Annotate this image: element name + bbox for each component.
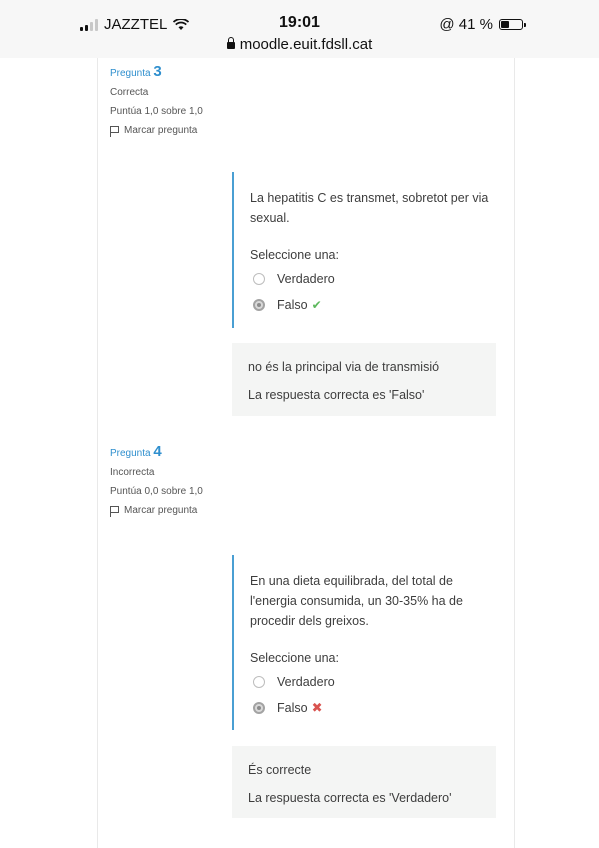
lock-icon xyxy=(227,42,235,49)
radio-button[interactable] xyxy=(253,676,265,688)
carrier-name: JAZZTEL xyxy=(104,16,168,33)
url-bar[interactable] xyxy=(0,36,599,53)
question-grade: Puntúa 0,0 sobre 1,0 xyxy=(110,486,203,497)
radio-button-selected[interactable] xyxy=(253,702,265,714)
option-label: Falso xyxy=(277,298,308,312)
option-label: Falso xyxy=(277,701,308,715)
option-verdadero[interactable] xyxy=(250,270,490,288)
radio-button[interactable] xyxy=(253,273,265,285)
question-number xyxy=(110,442,203,463)
answer-prompt: Seleccione una: xyxy=(250,248,339,262)
cross-icon: ✖ xyxy=(311,700,323,715)
option-falso[interactable] xyxy=(250,296,490,314)
flag-label: Marcar pregunta xyxy=(124,505,198,516)
feedback-box-3 xyxy=(232,343,496,416)
option-label: Verdadero xyxy=(277,675,335,689)
question-text-block-4 xyxy=(232,555,490,730)
question-info-3 xyxy=(110,62,203,140)
flag-icon xyxy=(110,126,119,136)
question-label: Pregunta xyxy=(110,448,151,459)
option-label: Verdadero xyxy=(277,272,335,286)
option-falso[interactable] xyxy=(250,699,490,717)
check-icon: ✔ xyxy=(311,298,322,312)
battery-text: @ 41 % xyxy=(439,16,493,33)
battery-icon xyxy=(499,19,523,30)
question-number xyxy=(110,62,203,83)
flag-icon xyxy=(110,506,119,516)
question-state: Correcta xyxy=(110,87,149,98)
specific-feedback: no és la principal via de transmisió xyxy=(248,360,440,374)
radio-button-selected[interactable] xyxy=(253,299,265,311)
question-grade: Puntúa 1,0 sobre 1,0 xyxy=(110,106,203,117)
question-state: Incorrecta xyxy=(110,467,155,478)
feedback-box-4 xyxy=(232,746,496,818)
question-text: La hepatitis C es transmet, sobretot per via sexual. xyxy=(250,191,489,225)
page-border-left xyxy=(97,58,98,848)
specific-feedback: És correcte xyxy=(248,763,312,777)
flag-label: Marcar pregunta xyxy=(124,125,198,136)
question-info-4 xyxy=(110,442,203,520)
flag-question-button[interactable] xyxy=(110,501,203,520)
question-text: En una dieta equilibrada, del total de l'energia consumida, un 30-35% ha de procedir dels greixos. xyxy=(250,574,463,628)
answer-prompt: Seleccione una: xyxy=(250,651,339,665)
question-label: Pregunta xyxy=(110,68,151,79)
option-verdadero[interactable] xyxy=(250,673,490,691)
status-bar xyxy=(0,0,599,58)
question-number-value: 3 xyxy=(153,63,162,80)
question-text-block-3 xyxy=(232,172,490,328)
clock: 19:01 xyxy=(279,14,320,31)
question-number-value: 4 xyxy=(153,443,162,460)
right-answer: La respuesta correcta es 'Falso' xyxy=(248,388,425,402)
url-text: moodle.euit.fdsll.cat xyxy=(239,36,373,53)
flag-question-button[interactable] xyxy=(110,121,203,140)
battery-area xyxy=(439,16,523,33)
page-border-right xyxy=(514,58,515,848)
right-answer: La respuesta correcta es 'Verdadero' xyxy=(248,791,452,805)
